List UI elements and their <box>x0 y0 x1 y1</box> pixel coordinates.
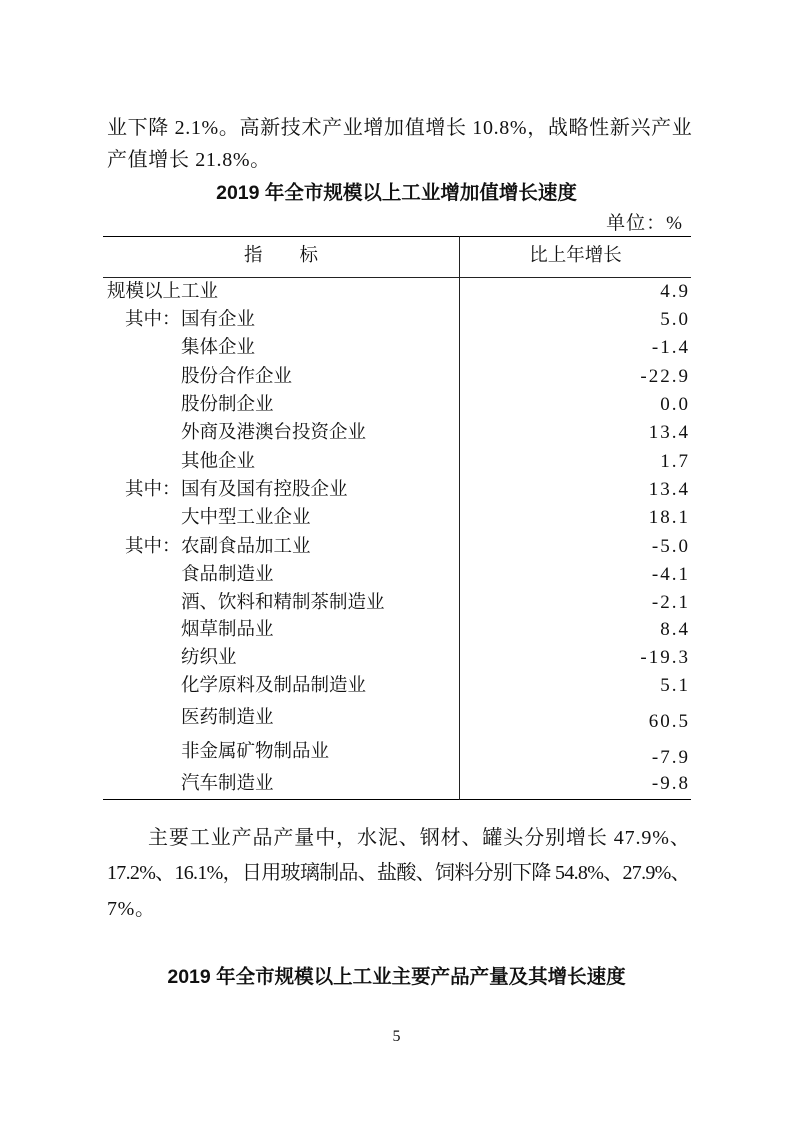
row-value: 13.4 <box>648 422 690 443</box>
row-value: 4.9 <box>660 281 690 302</box>
row-value: -9.8 <box>651 773 690 794</box>
row-label: 烟草制品业 <box>181 620 274 640</box>
intro-paragraph-line-1: 业下降 2.1%。高新技术产业增加值增长 10.8%，战略性新兴产业 <box>107 117 693 139</box>
row-value: -4.1 <box>651 564 690 585</box>
row-value: -1.4 <box>651 337 690 358</box>
row-label: 大中型工业企业 <box>181 508 311 528</box>
row-label: 规模以上工业 <box>107 282 219 302</box>
row-value: 13.4 <box>648 479 690 500</box>
row-value: 60.5 <box>648 711 690 732</box>
table-1-unit: 单位：% <box>606 213 683 234</box>
table-row <box>103 644 691 672</box>
row-label: 酒、饮料和精制茶制造业 <box>181 593 385 613</box>
header-indicator: 指 标 <box>243 246 318 266</box>
products-paragraph-line-3: 7%。 <box>107 898 156 920</box>
row-label: 化学原料及制品制造业 <box>181 676 367 696</box>
row-prefix: 其中： <box>125 310 181 330</box>
row-label: 外商及港澳台投资企业 <box>181 423 367 443</box>
table-row <box>103 616 691 644</box>
row-label: 国有企业 <box>181 310 256 330</box>
row-label: 国有及国有控股企业 <box>181 480 348 500</box>
table-row <box>103 334 691 362</box>
table-row <box>103 363 691 391</box>
row-label: 纺织业 <box>181 648 237 668</box>
growth-table <box>103 236 691 801</box>
header-growth: 比上年增长 <box>529 246 622 266</box>
table-row <box>103 278 691 306</box>
row-label: 股份合作企业 <box>181 367 293 387</box>
row-value: -2.1 <box>651 592 690 613</box>
table-row <box>103 533 691 561</box>
table-row <box>103 448 691 476</box>
row-value: -7.9 <box>651 747 690 768</box>
table-row <box>103 589 691 617</box>
table-row <box>103 672 691 700</box>
products-paragraph-line-1: 主要工业产品产量中，水泥、钢材、罐头分别增长 47.9%、 <box>148 827 691 849</box>
row-label: 食品制造业 <box>181 565 274 585</box>
page-number: 5 <box>392 1028 401 1045</box>
row-value: 8.4 <box>660 619 690 640</box>
row-label: 汽车制造业 <box>181 774 274 794</box>
table-row <box>103 770 691 798</box>
table-bottom-rule <box>103 799 691 800</box>
row-value: 5.0 <box>660 309 690 330</box>
row-label: 其他企业 <box>181 452 256 472</box>
row-prefix: 其中： <box>125 537 181 557</box>
table-row <box>103 738 691 766</box>
table-2-title: 2019 年全市规模以上工业主要产品产量及其增长速度 <box>167 966 626 988</box>
table-row <box>103 391 691 419</box>
row-value: 18.1 <box>648 507 690 528</box>
row-value: 0.0 <box>660 394 690 415</box>
table-row <box>103 306 691 334</box>
row-value: 5.1 <box>660 675 690 696</box>
row-value: -22.9 <box>640 366 690 387</box>
table-row <box>103 419 691 447</box>
table-row <box>103 504 691 532</box>
row-prefix: 其中： <box>125 480 181 500</box>
row-value: -5.0 <box>651 536 690 557</box>
table-row <box>103 704 691 732</box>
table-row <box>103 476 691 504</box>
row-label: 农副食品加工业 <box>181 537 311 557</box>
row-label: 非金属矿物制品业 <box>181 742 330 762</box>
row-label: 集体企业 <box>181 338 256 358</box>
row-value: -19.3 <box>640 647 690 668</box>
table-1-title: 2019 年全市规模以上工业增加值增长速度 <box>216 182 577 204</box>
row-label: 股份制企业 <box>181 395 274 415</box>
row-label: 医药制造业 <box>181 708 274 728</box>
row-value: 1.7 <box>660 451 690 472</box>
table-row <box>103 561 691 589</box>
products-paragraph-line-2: 17.2%、16.1%，日用玻璃制品、盐酸、饲料分别下降 54.8%、27.9%、 <box>107 862 690 884</box>
intro-paragraph-line-2: 产值增长 21.8%。 <box>107 149 271 171</box>
